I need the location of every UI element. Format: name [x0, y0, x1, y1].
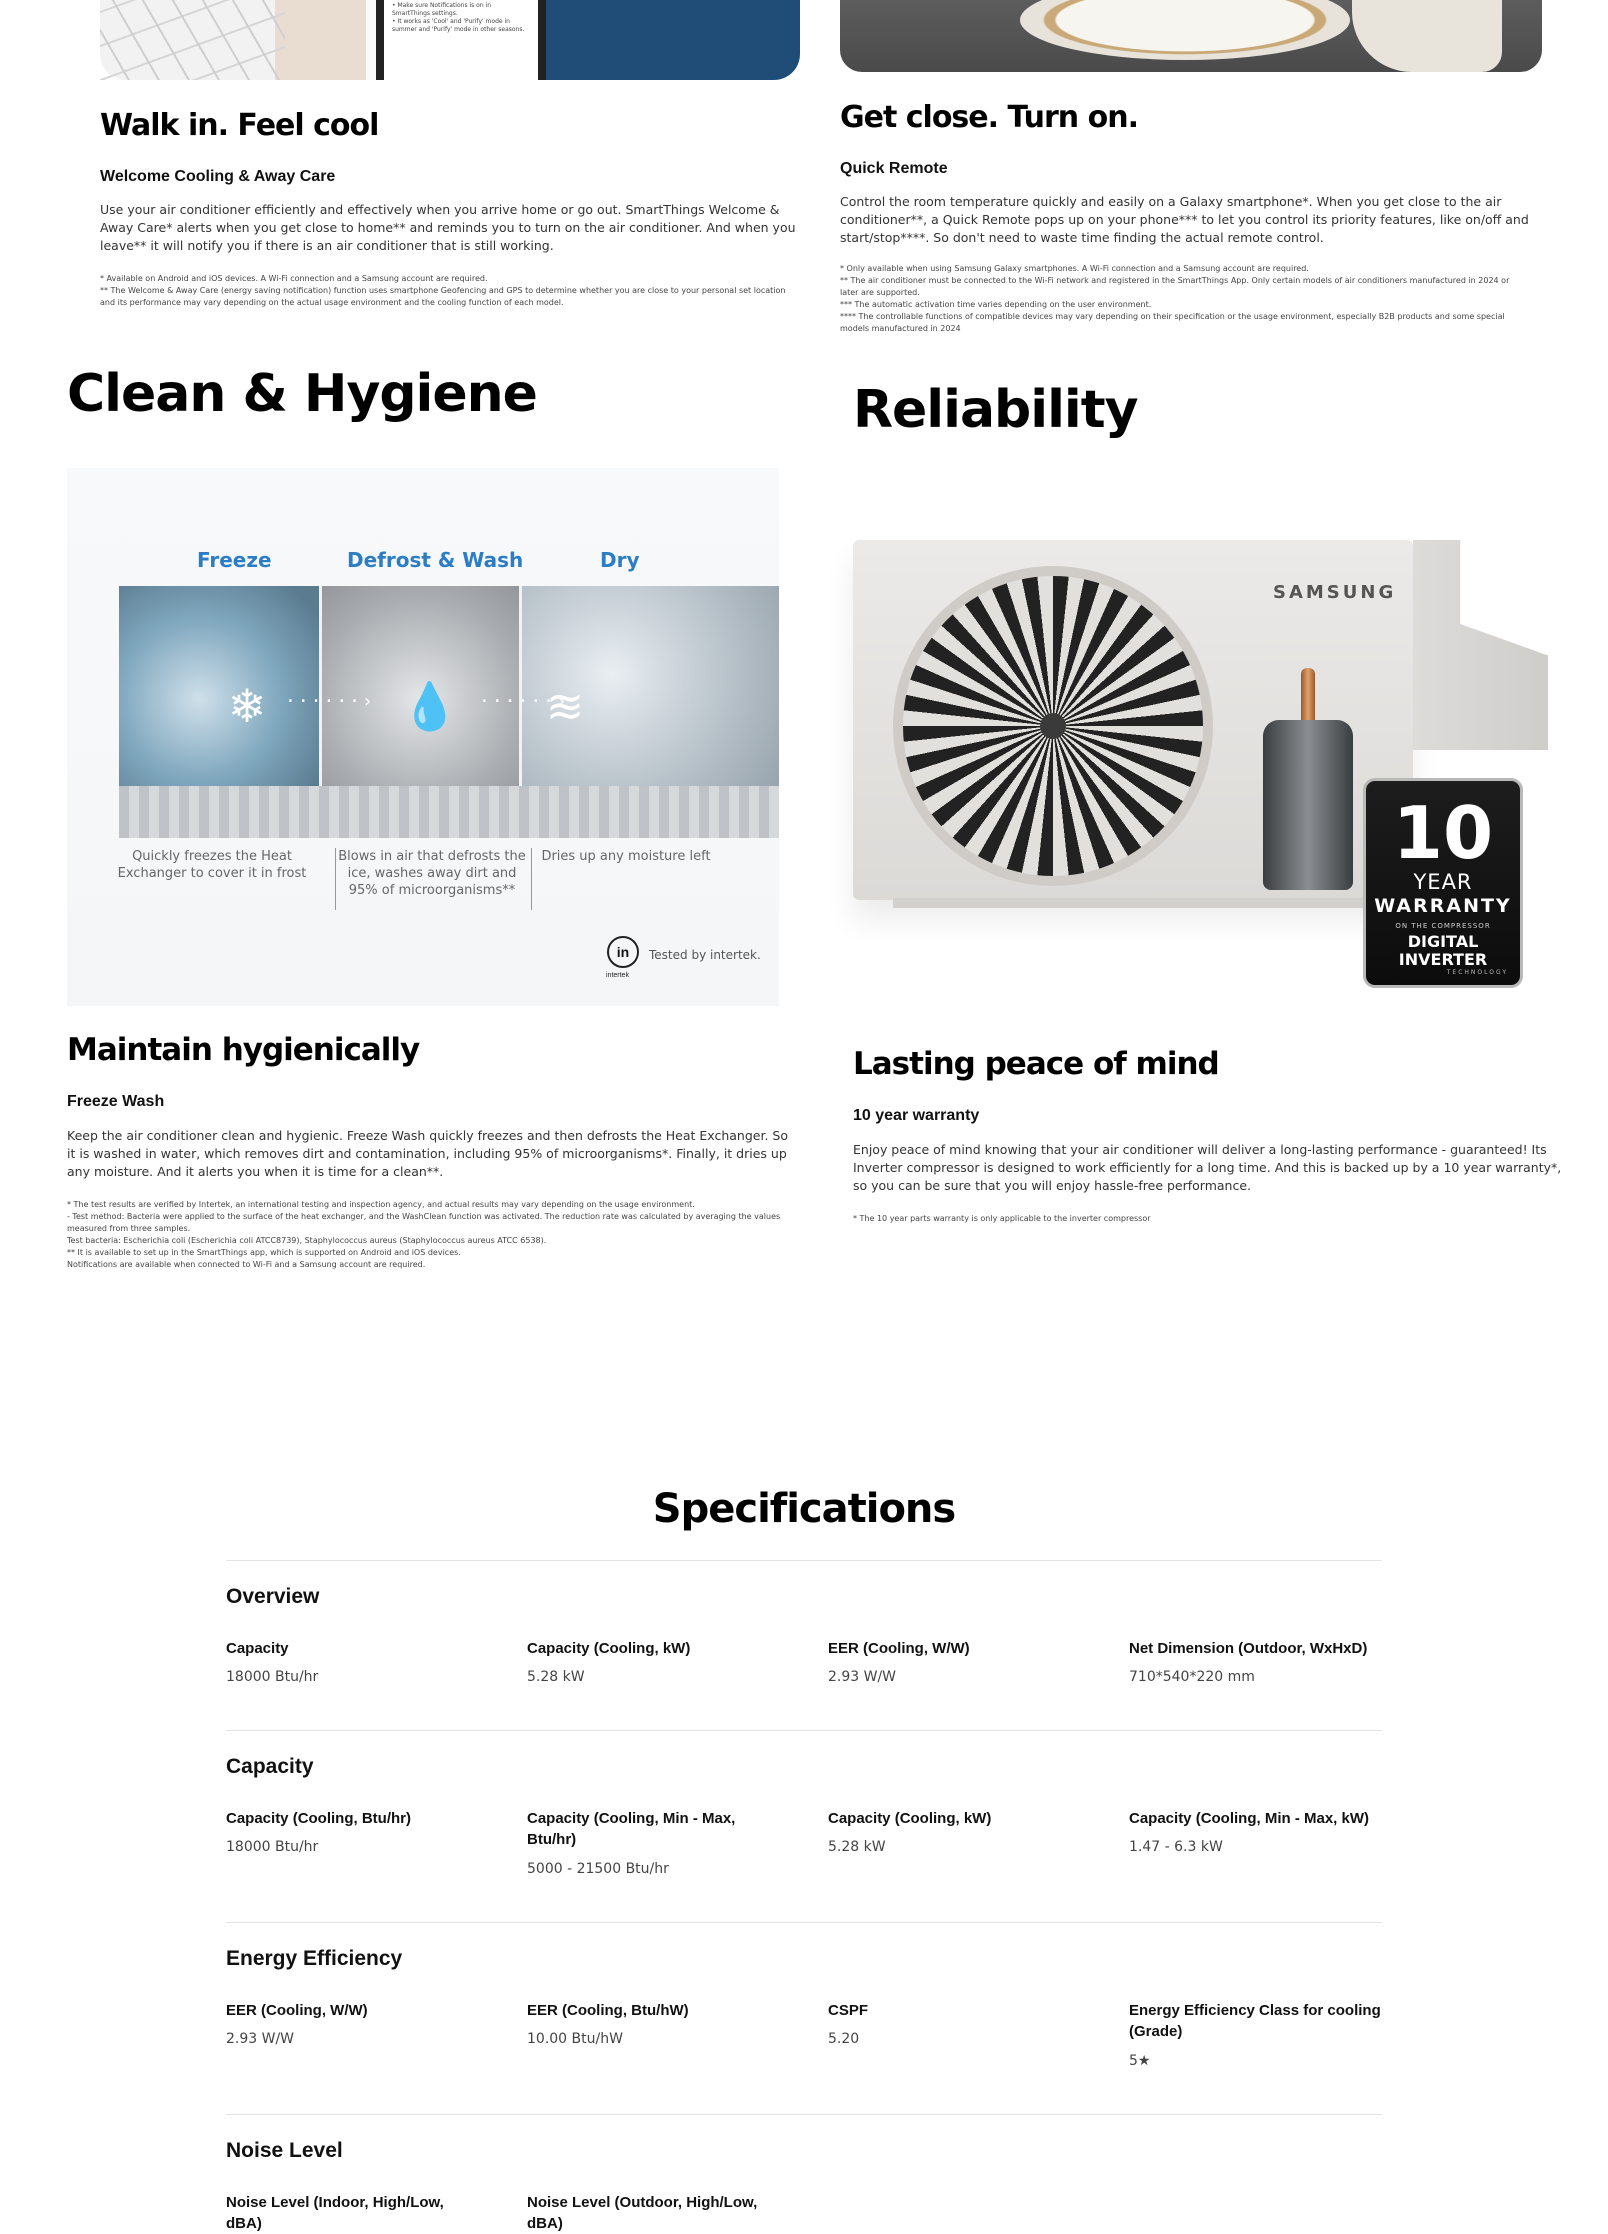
- intertek-logo: in: [607, 936, 639, 968]
- phone-text-line: • Make sure Notifications is on in SmartThings settings.: [392, 2, 492, 17]
- arrow-icon: ······›: [479, 691, 569, 712]
- divider: [226, 2114, 1382, 2115]
- walk-in-heading: Walk in. Feel cool: [100, 108, 379, 143]
- spec-value: 1.47 - 6.3 kW: [1129, 1839, 1223, 1855]
- warranty-body: Enjoy peace of mind knowing that your air conditioner will deliver a long-lasting performance - guaranteed! Its Inverter compressor is designed to work efficiently for a long time. And this is backed up by a 10 year warranty*, so you can be sure that you will enjoy hassle-free performance.: [853, 1142, 1562, 1193]
- warranty-feature: 10 year warranty: [853, 1107, 980, 1124]
- spec-label: CSPF: [828, 2002, 869, 2019]
- spec-value: 18000 Btu/hr: [226, 1839, 319, 1855]
- outdoor-unit-image: [853, 490, 1553, 990]
- spec-value: 710*540*220 mm: [1129, 1669, 1255, 1685]
- phone-screen: [376, 0, 546, 80]
- unit-feet: [893, 898, 1373, 908]
- divider: [226, 1730, 1382, 1731]
- warranty-badge: [1363, 778, 1523, 988]
- get-close-body: Control the room temperature quickly and easily on a Galaxy smartphone*. When you get close to the air conditioner**, a Quick Remote pops up on your phone*** to let you control its priority features, like on/off and start/stop****. So don't need to waste time finding the actual remote control.: [840, 194, 1529, 245]
- spec-label: Capacity (Cooling, kW): [828, 1810, 992, 1827]
- walk-in-footnotes: * Available on Android and iOS devices. A Wi-Fi connection and a Samsung account are required. ** The Welcome & Away Care (energy saving notification) function uses smartphone Geofencing and GPS to determine whether you are close to your personal set location and its performance may vary depending on the actual usage environment and the cooling function of each model.: [100, 274, 786, 307]
- badge-compressor: ON THE COMPRESSOR: [1395, 922, 1491, 930]
- outdoor-unit-side: [1413, 540, 1548, 750]
- spec-value: 5.28 kW: [527, 1669, 585, 1685]
- arrow-icon: ······›: [285, 691, 375, 712]
- get-close-heading: Get close. Turn on.: [840, 100, 1138, 135]
- caption-defrost-wash: Blows in air that defrosts the ice, washes away dirt and 95% of microorganisms**: [338, 849, 526, 898]
- step-label-freeze: Freeze: [197, 548, 272, 572]
- spec-label: Capacity (Cooling, Min - Max, kW): [1129, 1810, 1370, 1827]
- freeze-wash-footnotes: * The test results are verified by Intertek, an international testing and inspection agency, and actual results may vary depending on the usage environment. - Test method: Bacteria were applied to the surface of the heat exchanger, and the WashClean function was activated. The reduction rate was calculated by averaging the values measured from three samples. Test bacteria: Escherichia coli (Escherichia coli ATCC8739), Staphylococcus aureus (Staphylococcus aureus ATCC 6538). ** It is available to set up in the SmartThings app, which is supported on Android and iOS devices. Notifications are available when connected to Wi-Fi and a Samsung account are required.: [67, 1200, 781, 1269]
- spec-value: 10.00 Btu/hW: [527, 2031, 623, 2047]
- water-drop-icon: 💧: [401, 679, 459, 733]
- map-pattern: [100, 0, 285, 80]
- snowflake-icon: ❄: [227, 679, 267, 733]
- clean-hygiene-heading: Clean & Hygiene: [67, 364, 537, 424]
- spec-label: Capacity (Cooling, Btu/hr): [226, 1810, 411, 1827]
- badge-technology: TECHNOLOGY: [1446, 969, 1508, 976]
- grill: [119, 786, 779, 838]
- compressor: [1263, 720, 1353, 890]
- fan-grille: [893, 566, 1213, 886]
- get-close-feature: Quick Remote: [840, 160, 948, 177]
- spec-label: Capacity (Cooling, kW): [527, 1640, 691, 1657]
- reliability-heading: Reliability: [853, 380, 1138, 440]
- caption-freeze: Quickly freezes the Heat Exchanger to cover it in frost: [117, 849, 307, 881]
- spec-label: EER (Cooling, W/W): [828, 1640, 970, 1657]
- divider: [226, 1560, 1382, 1561]
- walk-in-body: Use your air conditioner efficiently and effectively when you arrive home or go out. SmartThings Welcome & Away Care* alerts when you get close to home** and reminds you to turn on the air conditioner. And when you leave** it will notify you if there is an air conditioner that is still working.: [100, 202, 796, 253]
- lasting-peace-heading: Lasting peace of mind: [853, 1046, 1219, 1082]
- throw-blanket: [1352, 0, 1502, 72]
- spec-label: Net Dimension (Outdoor, WxHxD): [1129, 1640, 1368, 1657]
- brand-logo: SAMSUNG: [1273, 582, 1397, 603]
- specifications-title: Specifications: [652, 1486, 956, 1532]
- freeze-wash-feature: Freeze Wash: [67, 1093, 165, 1110]
- badge-warranty: WARRANTY: [1374, 895, 1512, 917]
- living-room-image: [840, 0, 1542, 72]
- spec-value: 5★: [1129, 2053, 1151, 2069]
- warranty-footnote: * The 10 year parts warranty is only applicable to the inverter compressor: [853, 1214, 1151, 1223]
- spec-section-overview: Overview: [226, 1585, 320, 1608]
- maintain-heading: Maintain hygienically: [67, 1032, 420, 1068]
- dry-wave-icon: ≋: [545, 679, 585, 733]
- spec-label: Capacity: [226, 1640, 289, 1657]
- spec-value: 5.20: [828, 2031, 860, 2047]
- coffee-table: [1020, 0, 1350, 60]
- step-label-defrost-wash: Defrost & Wash: [347, 548, 524, 572]
- spec-section-energy-efficiency: Energy Efficiency: [226, 1947, 403, 1970]
- spec-label: Energy Efficiency Class for cooling (Grade): [1129, 2002, 1381, 2040]
- badge-number: 10: [1392, 791, 1494, 875]
- intertek-logo-text: intertek: [606, 972, 629, 979]
- spec-section-capacity: Capacity: [226, 1755, 314, 1778]
- freeze-wash-image: [67, 468, 779, 1006]
- divider: [226, 1922, 1382, 1923]
- spec-section-noise-level: Noise Level: [226, 2139, 343, 2162]
- badge-digital-inverter: DIGITAL INVERTER: [1398, 932, 1488, 969]
- caption-divider: [335, 848, 336, 910]
- phone-text-line: • It works as 'Cool' and 'Purify' mode in summer and 'Purify' mode in other seasons.: [392, 18, 525, 33]
- spec-label: Capacity (Cooling, Min - Max, Btu/hr): [527, 1810, 736, 1848]
- spec-label: EER (Cooling, Btu/hW): [527, 2002, 689, 2019]
- spec-value: 5000 - 21500 Btu/hr: [527, 1861, 669, 1877]
- spec-label: EER (Cooling, W/W): [226, 2002, 368, 2019]
- welcome-cooling-image: [100, 0, 800, 80]
- step-label-dry: Dry: [600, 548, 640, 572]
- walk-in-feature: Welcome Cooling & Away Care: [100, 168, 336, 185]
- get-close-footnotes: * Only available when using Samsung Galaxy smartphones. A Wi-Fi connection and a Samsung account are required. ** The air conditioner must be connected to the Wi-Fi network and registered in the SmartThings App. Only certain models of air conditioners manufactured in 2024 or later are supported. *** The automatic activation time varies depending on the user environment. **** The controllable functions of compatible devices may vary depending on their specification or the usage environment, especially B2B products and some special models manufactured in 2024: [840, 264, 1510, 333]
- spec-value: 5.28 kW: [828, 1839, 886, 1855]
- heat-exchanger-illustration: [119, 586, 779, 838]
- spec-label: Noise Level (Outdoor, High/Low, dBA): [527, 2194, 758, 2232]
- caption-dry: Dries up any moisture left: [541, 849, 711, 864]
- badge-year: YEAR: [1413, 870, 1473, 894]
- spec-label: Noise Level (Indoor, High/Low, dBA): [226, 2194, 444, 2232]
- freeze-wash-body: Keep the air conditioner clean and hygienic. Freeze Wash quickly freezes and then defrosts the Heat Exchanger. So it is washed in water, which removes dirt and contamination, including 95% of microorganisms*. Finally, it dries up any moisture. And it alerts you when it is time for a clean**.: [67, 1128, 789, 1179]
- spec-value: 18000 Btu/hr: [226, 1669, 319, 1685]
- tested-by-label: Tested by intertek.: [649, 948, 761, 962]
- spec-value: 2.93 W/W: [226, 2031, 295, 2047]
- spec-value: 2.93 W/W: [828, 1669, 897, 1685]
- copper-pipe: [1301, 668, 1315, 728]
